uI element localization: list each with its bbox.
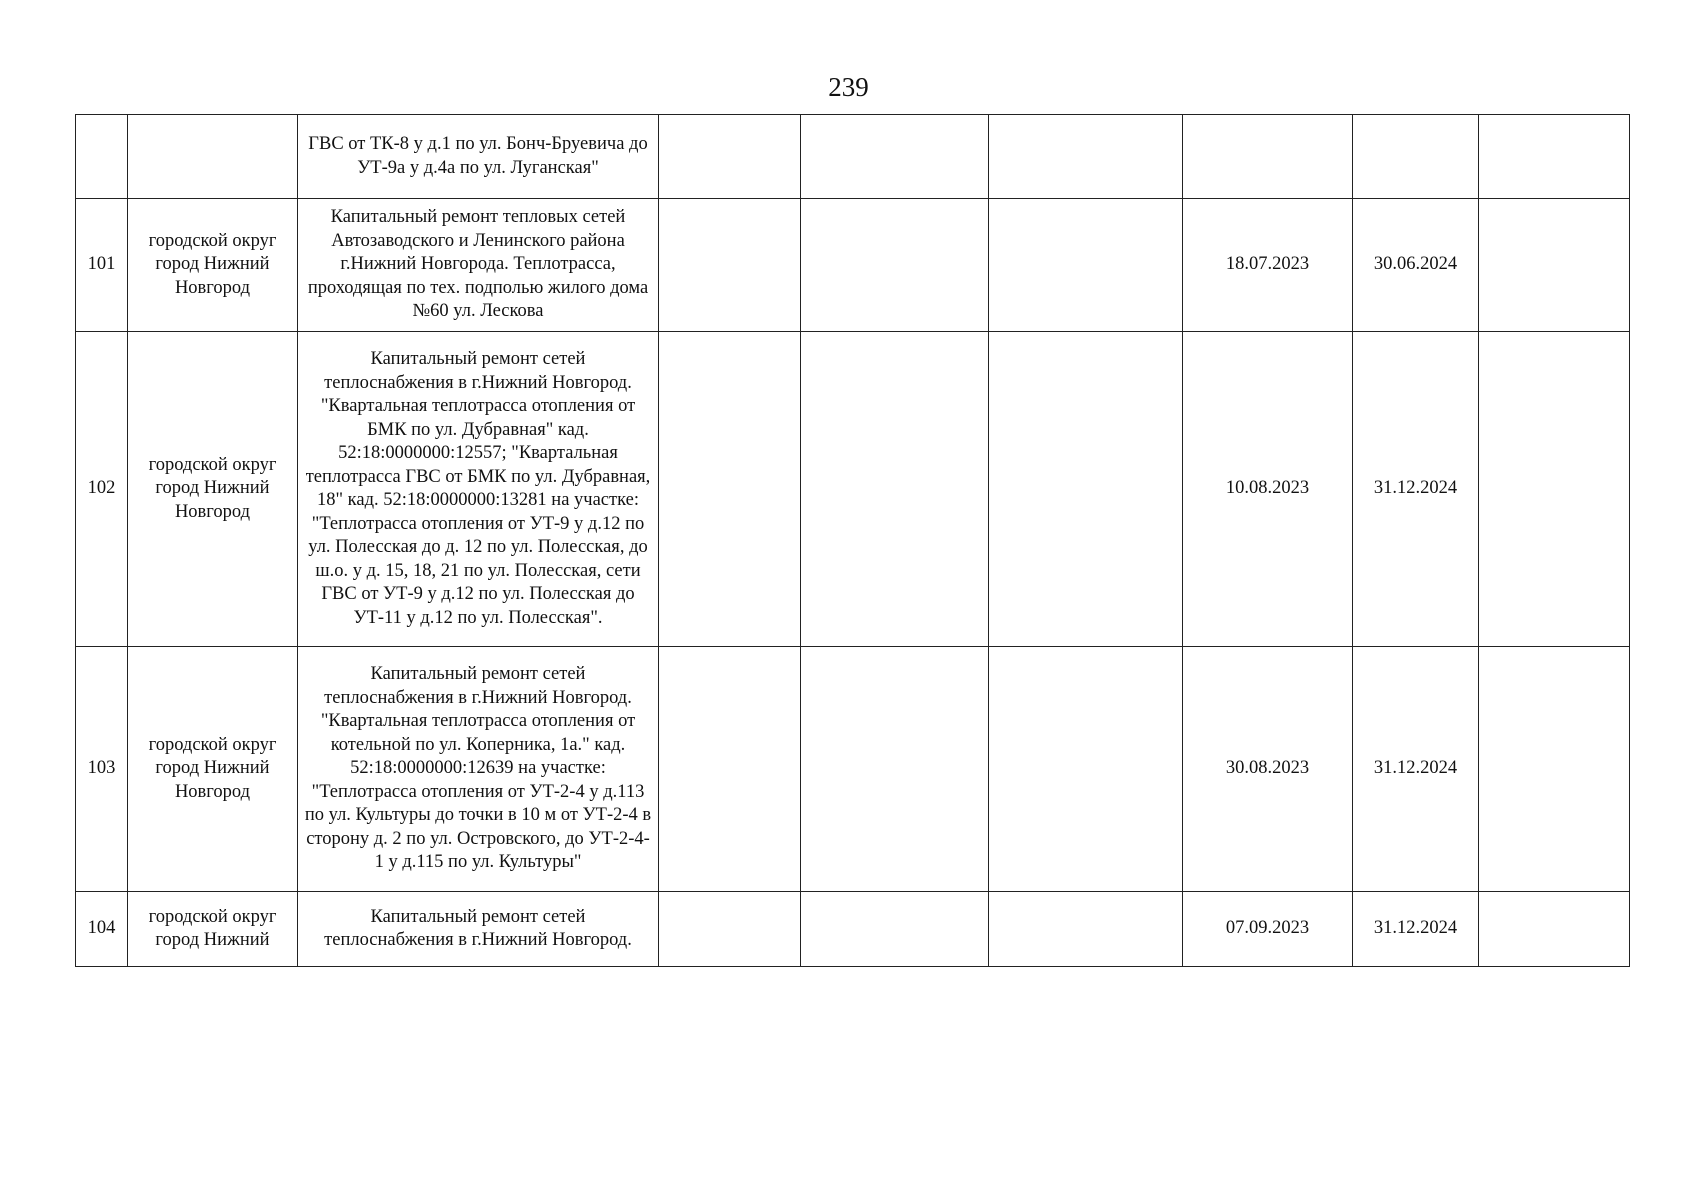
start-date-cell: 30.08.2023 bbox=[1183, 647, 1353, 892]
page-number: 239 bbox=[828, 72, 869, 102]
empty-cell bbox=[989, 647, 1183, 892]
description-cell: Капитальный ремонт сетей теплоснабжения в г.Нижний Новгород. "Квартальная теплотрасса отопления от БМК по ул. Дубравная" кад. 52:18:0000000:12557; "Квартальная теплотрасса ГВС от БМК по ул. Дубравная, 18" кад. 52:18:0000000:13281 на участке: "Теплотрасса отопления от УТ-9 у д.12 по ул. Полесская до д. 12 по ул. Полесская, до ш.о. у д. 15, 18, 21 по ул. Полесская, сети ГВС от УТ-9 у д.12 по ул. Полесская до УТ-11 у д.12 по ул. Полесская". bbox=[298, 332, 659, 647]
table-row bbox=[76, 199, 1630, 332]
empty-cell bbox=[659, 199, 801, 332]
table-row bbox=[76, 332, 1630, 647]
empty-cell bbox=[1479, 332, 1630, 647]
empty-cell bbox=[989, 199, 1183, 332]
empty-cell bbox=[989, 115, 1183, 199]
row-number bbox=[76, 115, 128, 199]
description-cell: ГВС от ТК-8 у д.1 по ул. Бонч-Бруевича до УТ-9а у д.4а по ул. Луганская" bbox=[298, 115, 659, 199]
empty-cell bbox=[1479, 199, 1630, 332]
end-date-cell: 31.12.2024 bbox=[1353, 647, 1479, 892]
row-number: 101 bbox=[76, 199, 128, 332]
start-date-cell: 18.07.2023 bbox=[1183, 199, 1353, 332]
empty-cell bbox=[1479, 892, 1630, 967]
empty-cell bbox=[1479, 115, 1630, 199]
end-date-cell: 31.12.2024 bbox=[1353, 892, 1479, 967]
start-date-cell: 10.08.2023 bbox=[1183, 332, 1353, 647]
empty-cell bbox=[659, 332, 801, 647]
table-row bbox=[76, 647, 1630, 892]
municipality-cell: городской округ город Нижний Новгород bbox=[128, 199, 298, 332]
description-cell: Капитальный ремонт сетей теплоснабжения в г.Нижний Новгород. "Квартальная теплотрасса отопления от котельной по ул. Коперника, 1а." кад. 52:18:0000000:12639 на участке: "Теплотрасса отопления от УТ-2-4 у д.113 по ул. Культуры до точки в 10 м от УТ-2-4 в сторону д. 2 по ул. Островского, до УТ-2-4-1 у д.115 по ул. Культуры" bbox=[298, 647, 659, 892]
table-row bbox=[76, 115, 1630, 199]
empty-cell bbox=[801, 115, 989, 199]
description-cell: Капитальный ремонт сетей теплоснабжения в г.Нижний Новгород. bbox=[298, 892, 659, 967]
end-date-cell: 30.06.2024 bbox=[1353, 199, 1479, 332]
empty-cell bbox=[989, 892, 1183, 967]
description-cell: Капитальный ремонт тепловых сетей Автозаводского и Ленинского района г.Нижний Новгорода. Теплотрасса, проходящая по тех. подполью жилого дома №60 ул. Лескова bbox=[298, 199, 659, 332]
row-number: 102 bbox=[76, 332, 128, 647]
empty-cell bbox=[801, 332, 989, 647]
empty-cell bbox=[989, 332, 1183, 647]
empty-cell bbox=[801, 199, 989, 332]
empty-cell bbox=[801, 892, 989, 967]
end-date-cell: 31.12.2024 bbox=[1353, 332, 1479, 647]
end-date-cell bbox=[1353, 115, 1479, 199]
empty-cell bbox=[801, 647, 989, 892]
empty-cell bbox=[659, 892, 801, 967]
works-table bbox=[75, 114, 1630, 967]
empty-cell bbox=[659, 115, 801, 199]
row-number: 104 bbox=[76, 892, 128, 967]
municipality-cell: городской округ город Нижний Новгород bbox=[128, 647, 298, 892]
empty-cell bbox=[1479, 647, 1630, 892]
municipality-cell: городской округ город Нижний bbox=[128, 892, 298, 967]
municipality-cell: городской округ город Нижний Новгород bbox=[128, 332, 298, 647]
start-date-cell bbox=[1183, 115, 1353, 199]
table-row bbox=[76, 892, 1630, 967]
empty-cell bbox=[659, 647, 801, 892]
municipality-cell bbox=[128, 115, 298, 199]
start-date-cell: 07.09.2023 bbox=[1183, 892, 1353, 967]
row-number: 103 bbox=[76, 647, 128, 892]
